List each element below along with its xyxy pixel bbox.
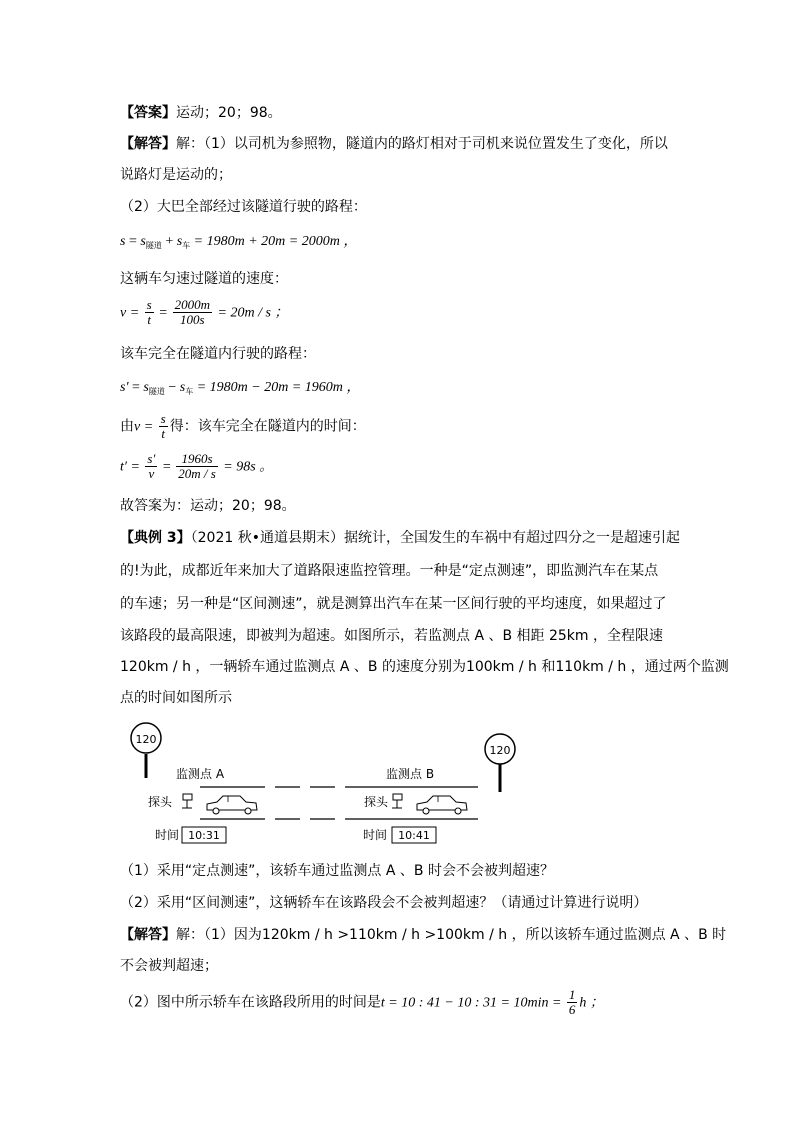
example3-l1: （2021 秋•通道县期末）据统计，全国发生的车祸中有超过四分之一是超速引起 xyxy=(190,530,680,546)
example3-line3: 的车速；另一种是“区间测速”，就是测算出汽车在某一区间行驶的平均速度，如果超过了 xyxy=(120,596,667,612)
point-a-label: 监测点 A xyxy=(176,767,225,781)
example3-line4: 该路段的最高限速，即被判为超速。如图所示，若监测点 A 、B 相距 25km ，全程限速 xyxy=(120,628,663,644)
eq4-lhs: t′ = xyxy=(120,459,144,475)
question-1: （1）采用“定点测速”，该轿车通过监测点 A 、B 时会不会被判超速？ xyxy=(120,863,554,879)
eq1-s: s xyxy=(120,234,126,249)
probe-a-label: 探头 xyxy=(148,795,173,809)
eq1-sub-tunnel: 隧道 xyxy=(145,241,162,250)
solution2-l1: 解：（1）因为120km / h >110km / h >100km / h ，所以该轿车通过监测点 A 、B 时 xyxy=(176,927,727,943)
solution2-line3 xyxy=(120,988,604,1017)
eq2-frac1: $\frac{s}{t}$ xyxy=(146,297,152,327)
eq3-sub-tunnel: 隧道 xyxy=(148,387,165,396)
equation-distance-total: $s = s_{隧道} + s_车 = 1980m + 20m = 2000m$ ， xyxy=(120,234,358,250)
example3-line5: 120km / h ，一辆轿车通过监测点 A 、B 的速度分别为100km / h 和110km / h ，通过两个监测 xyxy=(120,659,729,675)
time-a-label: 时间 xyxy=(155,828,180,842)
eq3-minus: − xyxy=(164,380,180,395)
solution2-line1 xyxy=(120,926,726,944)
solution2-l3-math: t = 10 : 41 − 10 : 31 = 10min = xyxy=(380,995,565,1011)
solution1-label: 【解答】 xyxy=(120,136,176,152)
eq4-frac1: $\frac{s'}{v}$ xyxy=(147,451,156,481)
sign-right-text: 120 xyxy=(489,744,511,757)
eq3-sub-car: 车 xyxy=(185,387,194,396)
eq3-rest: = 1980m − 20m = 1960m ， xyxy=(193,380,361,395)
solution1-line2: 说路灯是运动的； xyxy=(120,167,232,183)
eq3-eq: = xyxy=(128,380,144,395)
sign-left-text: 120 xyxy=(135,733,157,746)
p5-pre: 由 xyxy=(120,418,134,435)
solution1-text: 解：（1）以司机为参照物，隧道内的路灯相对于司机来说位置发生了变化，所以 xyxy=(176,136,668,152)
car-b-icon xyxy=(417,796,467,814)
p5-v: v = xyxy=(134,419,157,435)
probe-b-label: 探头 xyxy=(364,795,389,809)
solution1-para5 xyxy=(120,412,366,441)
p5-frac: $\frac{s}{t}$ xyxy=(160,411,166,441)
solution1-para6: 故答案为：运动；20；98。 xyxy=(120,498,296,514)
solution1-line1 xyxy=(120,135,668,153)
car-a-icon xyxy=(207,796,257,814)
answer-line xyxy=(120,104,282,122)
speed-limit-sign-left xyxy=(131,723,161,778)
solution1-para3: 这辆车匀速过隧道的速度： xyxy=(120,271,288,287)
time-b-value: 10:41 xyxy=(398,829,430,842)
eq2-mid: = xyxy=(155,305,171,321)
answer-text: 运动；20；98。 xyxy=(176,105,282,121)
eq2-frac2: $\frac{2000m}{100s}$ xyxy=(174,297,211,327)
equation-distance-inside: $s' = s_{隧道} - s_车 = 1980m - 20m = 1960m$ ， xyxy=(120,380,361,396)
eq1-plus: + xyxy=(161,234,177,249)
camera-b-icon xyxy=(392,794,402,808)
example3-line6: 点的时间如图所示 xyxy=(120,690,232,706)
answer-label: 【答案】 xyxy=(120,105,176,121)
eq4-frac2: $\frac{1960s}{20m / s}$ xyxy=(178,451,216,481)
speed-monitor-figure xyxy=(120,712,530,848)
eq2-lhs: v = xyxy=(120,305,143,321)
camera-a-icon xyxy=(182,794,192,808)
time-a-value: 10:31 xyxy=(188,829,220,842)
solution2-frac: $\frac{1}{6}$ xyxy=(568,987,576,1017)
example3-line1 xyxy=(120,529,680,547)
eq4-mid: = xyxy=(159,459,175,475)
equation-time xyxy=(120,452,273,481)
eq1-rest: = 1980m + 20m = 2000m ， xyxy=(190,234,358,249)
example3-label: 【典例 3】 xyxy=(120,530,191,546)
eq2-rest: = 20m / s ； xyxy=(214,305,289,321)
p5-post: 得：该车完全在隧道内的时间： xyxy=(169,418,366,435)
solution2-label: 【解答】 xyxy=(120,927,176,943)
time-b-label: 时间 xyxy=(363,828,388,842)
solution1-para2: （2）大巴全部经过该隧道行驶的路程： xyxy=(120,199,367,215)
point-b-label: 监测点 B xyxy=(386,767,435,781)
question-2: （2）采用“区间测速”，这辆轿车在该路段会不会被判超速？（请通过计算进行说明） xyxy=(120,895,648,911)
solution2-l3-post: h ； xyxy=(579,995,604,1011)
solution2-line2: 不会被判超速； xyxy=(120,958,218,974)
eq3-s: s′ xyxy=(120,380,129,395)
eq1-eq: = xyxy=(125,234,141,249)
eq1-sub-car: 车 xyxy=(182,241,191,250)
eq4-rest: = 98s 。 xyxy=(219,459,274,475)
speed-limit-sign-right xyxy=(485,734,515,792)
example3-line2: 的!为此，成都近年来加大了道路限速监控管理。一种是“定点测速”，即监测汽车在某点 xyxy=(120,563,659,579)
solution2-l3-pre: （2）图中所示轿车在该路段所用的时间是 xyxy=(120,994,381,1011)
solution1-para4: 该车完全在隧道内行驶的路程： xyxy=(120,346,316,362)
equation-speed xyxy=(120,298,288,327)
